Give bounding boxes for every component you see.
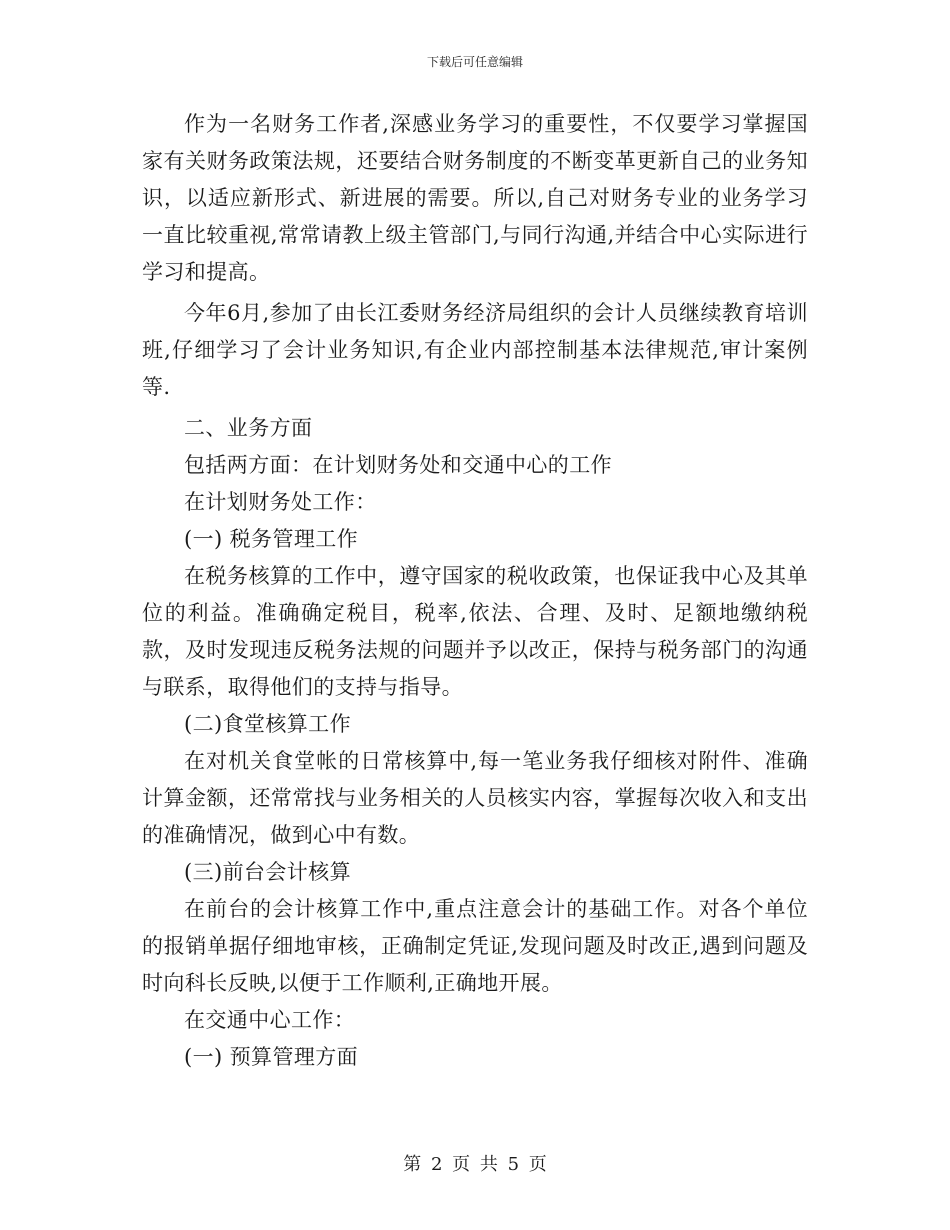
subheading-traffic-center: 在交通中心工作： <box>184 1008 356 1032</box>
paragraph-training: 今年6月,参加了由长江委财务经济局组织的会计人员继续教育培训班,仔细学习了会计业务知识,有企业内部控制基本法律规范,审计案例等. <box>142 301 808 399</box>
subheading-planning-finance: 在计划财务处工作： <box>184 490 377 514</box>
page-number-footer: 第 2 页 共 5 页 <box>403 1154 547 1175</box>
section-heading-business: 二、业务方面 <box>184 416 313 440</box>
document-body <box>142 106 808 1076</box>
subheading-budget-management: (一) 预算管理方面 <box>184 1045 359 1069</box>
page-header: 下载后可任意编辑 <box>426 55 523 69</box>
subheading-front-desk-accounting: (三)前台会计核算 <box>184 860 351 884</box>
paragraph-two-aspects: 包括两方面：在计划财务处和交通中心的工作 <box>184 453 612 477</box>
subheading-canteen-accounting: (二)食堂核算工作 <box>184 712 351 736</box>
paragraph-tax-accounting: 在税务核算的工作中，遵守国家的税收政策，也保证我中心及其单位的利益。准确确定税目，税率,依法、合理、及时、足额地缴纳税款，及时发现违反税务法规的问题并予以改正，保持与税务部门的沟通与联系，取得他们的支持与指导。 <box>142 564 808 699</box>
subheading-tax-management: (一) 税务管理工作 <box>184 527 359 551</box>
paragraph-study: 作为一名财务工作者,深感业务学习的重要性，不仅要学习掌握国家有关财务政策法规，还要结合财务制度的不断变革更新自己的业务知识，以适应新形式、新进展的需要。所以,自己对财务专业的业务学习一直比较重视,常常请教上级主管部门,与同行沟通,并结合中心实际进行学习和提高。 <box>142 112 808 284</box>
paragraph-canteen-accounting: 在对机关食堂帐的日常核算中,每一笔业务我仔细核对附件、准确计算金额，还常常找与业务相关的人员核实内容，掌握每次收入和支出的准确情况，做到心中有数。 <box>142 749 808 847</box>
paragraph-front-desk-accounting: 在前台的会计核算工作中,重点注意会计的基础工作。对各个单位的报销单据仔细地审核，正确制定凭证,发现问题及时改正,遇到问题及时向科长反映,以便于工作顺利,正确地开展。 <box>142 897 808 995</box>
